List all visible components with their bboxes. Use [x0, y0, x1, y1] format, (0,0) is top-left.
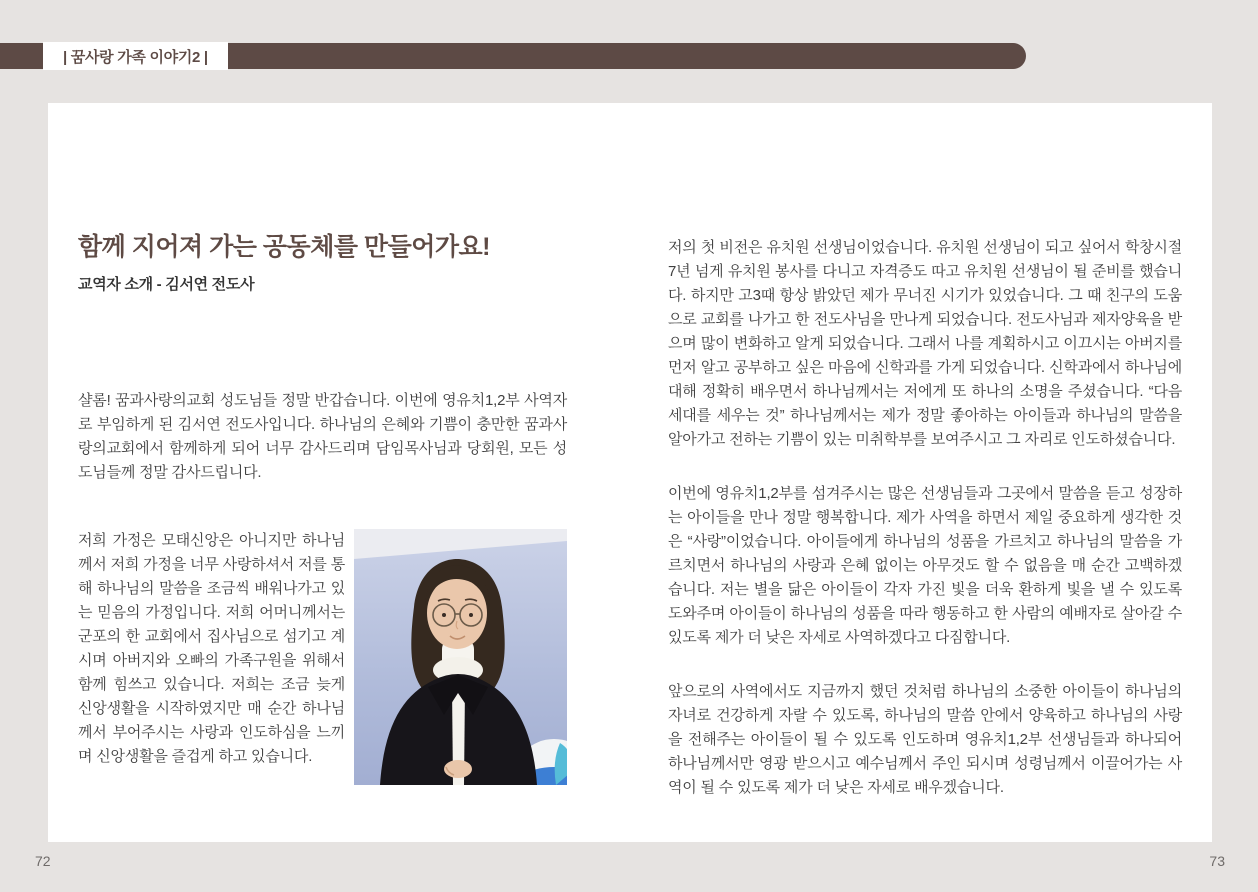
- section-header-bar: [0, 43, 1026, 69]
- section-tag-badge: [43, 42, 228, 70]
- profile-photo: [354, 529, 567, 785]
- family-paragraph-block: [78, 529, 567, 789]
- section-tag-label: | 꿈사랑 가족 이야기2 |: [63, 48, 208, 66]
- intro-paragraph: 샬롬! 꿈과사랑의교회 성도님들 정말 반갑습니다. 이번에 영유치1,2부 사역자로 부임하게 된 김서연 전도사입니다. 하나님의 은혜와 기쁨이 충만한 꿈과사랑의교회에서 함께하게 되어 너무 감사드리며 담임목사님과 당회원, 모든 성도님들께 정말 감사드립니다.: [78, 392, 567, 481]
- page-number-right: 73: [1209, 853, 1225, 869]
- article-title: 함께 지어져 가는 공동체를 만들어가요!: [78, 233, 491, 261]
- portrait-illustration: [354, 529, 567, 785]
- family-paragraph: 저희 가정은 모태신앙은 아니지만 하나님께서 저희 가정을 너무 사랑하셔서 저를 통해 하나님의 말씀을 조금씩 배워나가고 있는 믿음의 가정입니다. 저희 어머니께서는 군포의 한 교회에서 집사님으로 섬기고 계시며 아버지와 오빠의 가족구원을 위해서 함께 힘쓰고 있습니다. 저희는 조금 늦게 신앙생활을 시작하였지만 매 순간 하나님께서 부어주시는 사랑과 인도하심을 느끼며 신앙생활을 즐겁게 하고 있습니다.: [78, 532, 345, 765]
- right-column: [668, 236, 1182, 800]
- closing-paragraph: 앞으로의 사역에서도 지금까지 했던 것처럼 하나님의 소중한 아이들이 하나님의 자녀로 건강하게 자랄 수 있도록, 하나님의 말씀 안에서 양육하고 하나님의 사랑을 전해주는 아이들이 될 수 있도록 인도하며 영유치1,2부 선생님들과 하나되어 하나님께서만 영광 받으시고 예수님께서 주인 되시며 성령님께서 이끌어가는 사역이 될 수 있도록 제가 더 낮은 자세로 배우겠습니다.: [668, 683, 1182, 796]
- vision-paragraph: 저의 첫 비전은 유치원 선생님이었습니다. 유치원 선생님이 되고 싶어서 학창시절 7년 넘게 유치원 봉사를 다니고 자격증도 따고 유치원 선생님이 될 준비를 했습니다. 하지만 고3때 항상 밝았던 제가 무너진 시기가 있었습니다. 그 때 친구의 도움으로 교회를 나가고 한 전도사님을 만나게 되었습니다. 전도사님과 제자양육을 받으며 많이 변화하고 알게 되었습니다. 그래서 나를 계획하시고 이끄시는 아버지를 먼저 알고 공부하고 싶은 마음에 신학과를 가게 되었습니다. 신학과에서 하나님에 대해 정확히 배우면서 하나님께서는 저에게 또 하나의 소명을 주셨습니다. “다음세대를 세우는 것” 하나님께서는 제가 정말 좋아하는 아이들과 하나님의 말씀을 알아가고 전하는 기쁨이 있는 미취학부를 보여주시고 그 자리로 인도하셨습니다.: [668, 239, 1182, 448]
- ministry-paragraph: 이번에 영유치1,2부를 섬겨주시는 많은 선생님들과 그곳에서 말씀을 듣고 성장하는 아이들을 만나 정말 행복합니다. 제가 사역을 하면서 제일 중요하게 생각한 것은 “사랑”이었습니다. 아이들에게 하나님의 성품을 가르치고 하나님의 말씀을 가르치면서 하나님의 사랑과 은혜 없이는 아무것도 할 수 없음을 매 순간 고백하겠습니다. 저는 별을 닮은 아이들이 각자 가진 빛을 더욱 환하게 빛을 낼 수 있도록 도와주며 아이들이 하나님의 성품을 따라 행동하고 한 사람의 예배자로 살아갈 수 있도록 제가 더 낮은 자세로 사역하겠다고 다짐합니다.: [668, 485, 1182, 646]
- page-number-left: 72: [35, 853, 51, 869]
- left-column: [78, 389, 567, 789]
- article-card: [48, 103, 1212, 842]
- article-subtitle: 교역자 소개 - 김서연 전도사: [78, 276, 255, 293]
